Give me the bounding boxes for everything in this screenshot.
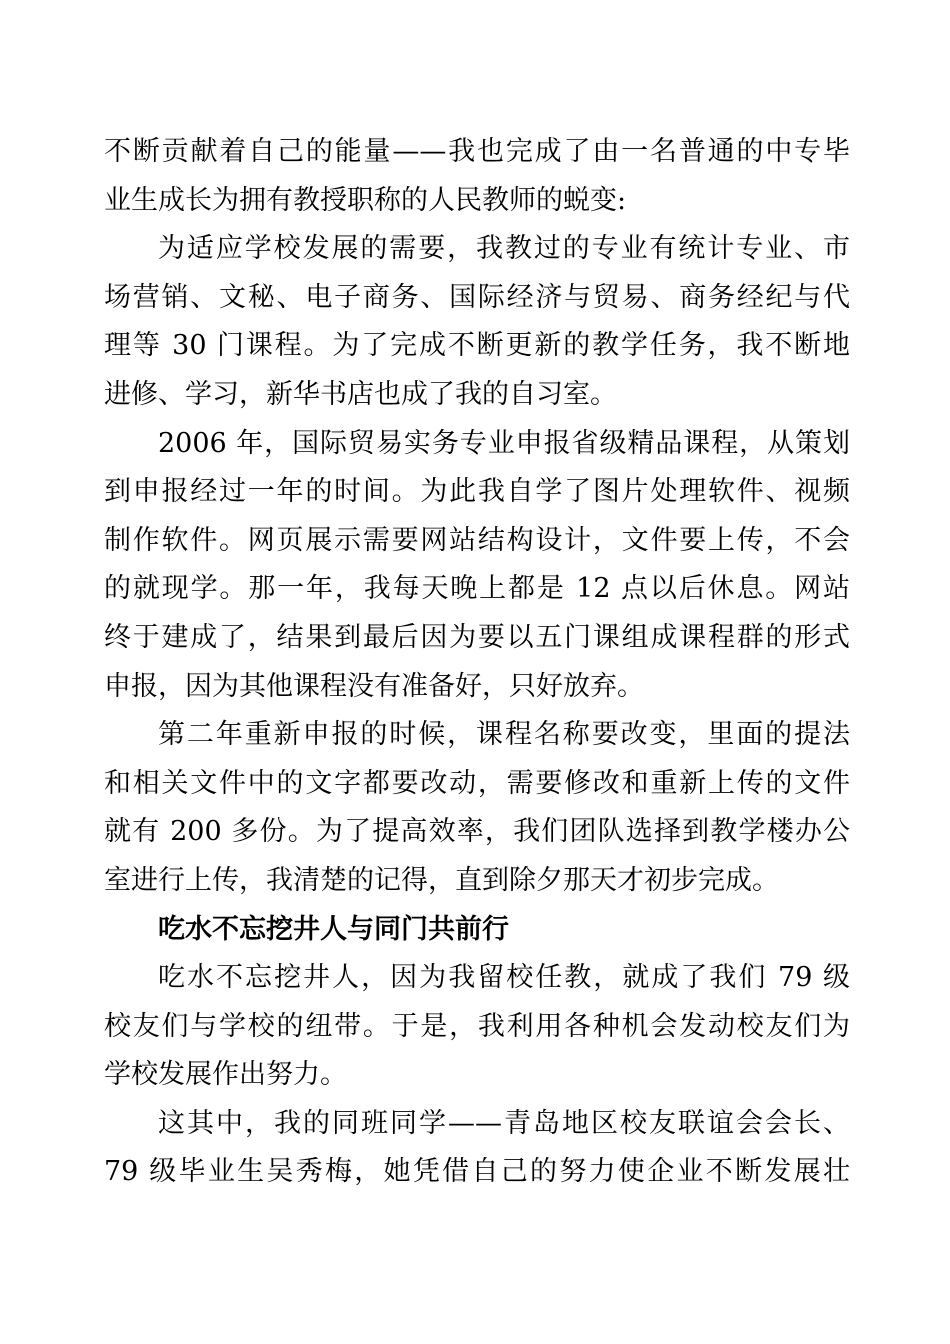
paragraph-line: 校友们与学校的纽带。于是，我利用各种机会发动校友们为 (104, 1010, 850, 1042)
paragraph-line: 第二年重新申报的时候，课程名称要改变，里面的提法 (158, 719, 850, 751)
paragraph-line: 的就现学。那一年，我每天晚上都是 12 点以后休息。网站 (104, 573, 850, 605)
paragraph-line: 室进行上传，我清楚的记得，直到除夕那天才初步完成。 (104, 864, 779, 896)
section-heading: 吃水不忘挖井人与同门共前行 (158, 913, 509, 945)
paragraph-line: 就有 200 多份。为了提高效率，我们团队选择到教学楼办公 (104, 816, 850, 848)
paragraph-line: 业生成长为拥有教授职称的人民教师的蜕变: (104, 184, 627, 216)
paragraph-line: 吃水不忘挖井人，因为我留校任教，就成了我们 79 级 (158, 962, 850, 994)
paragraph-line: 制作软件。网页展示需要网站结构设计，文件要上传，不会 (104, 524, 850, 556)
paragraph-line: 不断贡献着自己的能量——我也完成了由一名普通的中专毕 (104, 136, 850, 167)
paragraph-line: 进修、学习，新华书店也成了我的自习室。 (104, 378, 617, 410)
paragraph-line: 为适应学校发展的需要，我教过的专业有统计专业、市 (158, 233, 850, 265)
body-text (104, 128, 850, 1197)
paragraph-line: 和相关文件中的文字都要改动，需要修改和重新上传的文件 (104, 767, 850, 799)
paragraph-line: 2006 年，国际贸易实务专业申报省级精品课程，从策划 (158, 427, 850, 459)
paragraph-line: 这其中，我的同班同学——青岛地区校友联谊会会长、 (158, 1107, 850, 1139)
paragraph-line: 学校发展作出努力。 (104, 1059, 347, 1091)
paragraph-line: 79 级毕业生吴秀梅，她凭借自己的努力使企业不断发展壮 (104, 1156, 850, 1188)
paragraph-line: 理等 30 门课程。为了完成不断更新的教学任务，我不断地 (104, 330, 850, 362)
paragraph-line: 申报，因为其他课程没有准备好，只好放弃。 (104, 670, 644, 702)
paragraph-line: 场营销、文秘、电子商务、国际经济与贸易、商务经纪与代 (104, 281, 850, 313)
paragraph-line: 到申报经过一年的时间。为此我自学了图片处理软件、视频 (104, 476, 850, 508)
paragraph-line: 终于建成了，结果到最后因为要以五门课组成课程群的形式 (104, 621, 850, 653)
